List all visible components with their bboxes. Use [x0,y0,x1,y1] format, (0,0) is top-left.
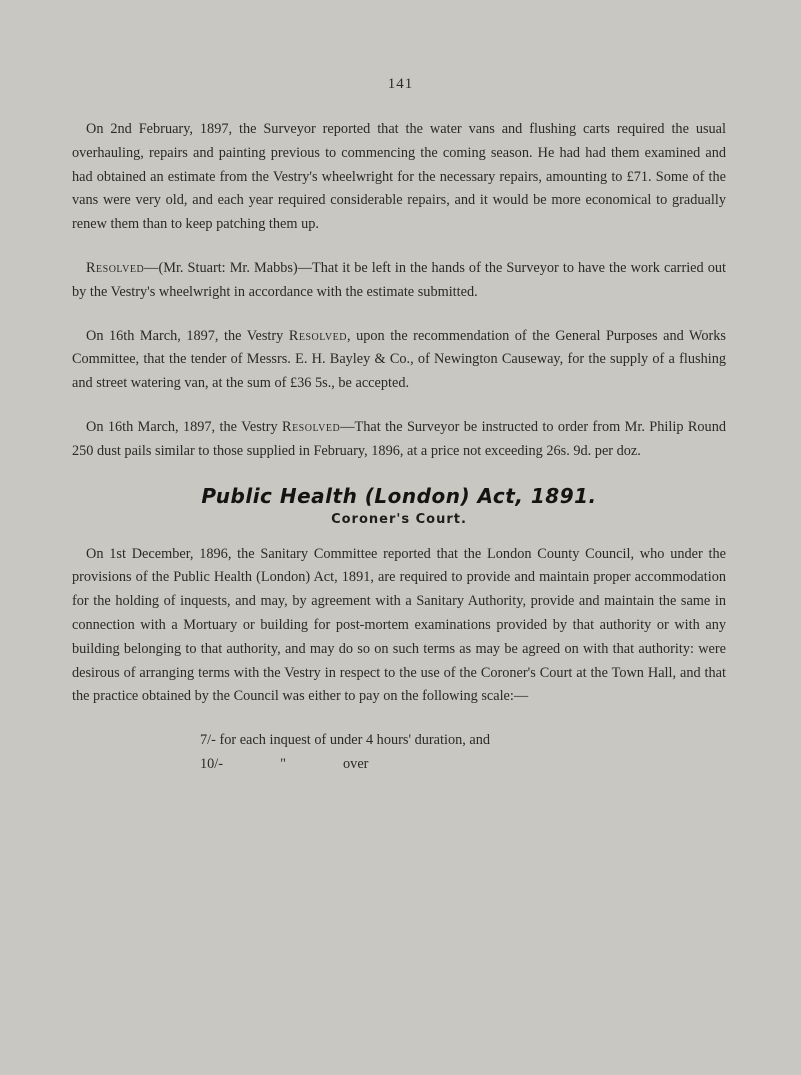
fee-description: for each inquest of under 4 hours' duration, and [215,732,491,749]
fee-scale-line-2 [72,753,726,777]
resolved-label: Resolved [288,327,347,344]
paragraph-dust-pails [72,416,726,464]
paragraph-text-end: —That the Surveyor be instructed to order from Mr. Philip Round 250 dust pails similar to those supplied in February, 1896, at a price not exceeding 26s. 9d. per doz. [72,418,726,459]
resolution-text: —(Mr. Stuart: Mr. Mabbs)—That it be left in the hands of the Surveyor to have the work carried out by the Vestry's wheelwright in accordance with the estimate submitted. [72,259,726,300]
paragraph-text-end: , upon the recommendation of the General Purposes and Works Committee, that the tender of Messrs. E. H. Bayley & Co., of Newington Causeway, for the supply of a flushing and street watering van, at the sum of £36 5s., be accepted. [72,327,726,392]
paragraph-text-start: On 16th March, 1897, the Vestry [86,418,283,435]
paragraph-text-start: On 16th March, 1897, the Vestry [86,327,289,344]
paragraph-water-vans: On 2nd February, 1897, the Surveyor reported that the water vans and flushing carts required the usual overhauling, repairs and painting previous to commencing the coming season. He had had them examined and had obtained an estimate from the Vestry's wheelwright for the necessary repairs, amounting to £71. Some of the vans were very old, and each year required considerable repairs, and it would be more economical to gradually renew them than to keep patching them up. [72,121,726,233]
fee-amount: 7/- [200,732,216,749]
fee-amount: 10/- [200,755,224,772]
paragraph-flushing-van-tender [72,325,726,396]
fee-scale-line-1 [72,729,726,753]
paragraph-coroners-court: On 1st December, 1896, the Sanitary Committee reported that the London County Council, who under the provisions of the Public Health (London) Act, 1891, are required to provide and maintain proper accommodation for the holding of inquests, and may, by agreement with a Sanitary Authority, provide and maintain the same in connection with a Mortuary or building for post-mortem examinations provided by that authority or with any building belonging to that authority, and may do so on such terms as may be agreed on with that authority: were desirous of arranging terms with the Vestry in respect to the use of the Coroner's Court at the Town Hall, and that the practice obtained by the Council was either to pay on the following scale:— [72,545,726,705]
section-heading: Public Health (London) Act, 1891. [201,483,597,508]
resolved-label: Resolved [282,418,341,435]
section-subheading: Coroner's Court. [331,511,467,527]
resolved-label: Resolved [86,259,145,276]
page-number: 141 [387,76,414,92]
body-text [72,118,726,777]
ditto-mark: " [280,755,286,772]
fee-description: over [343,755,369,772]
paragraph-resolution-wheelwright [72,257,726,305]
